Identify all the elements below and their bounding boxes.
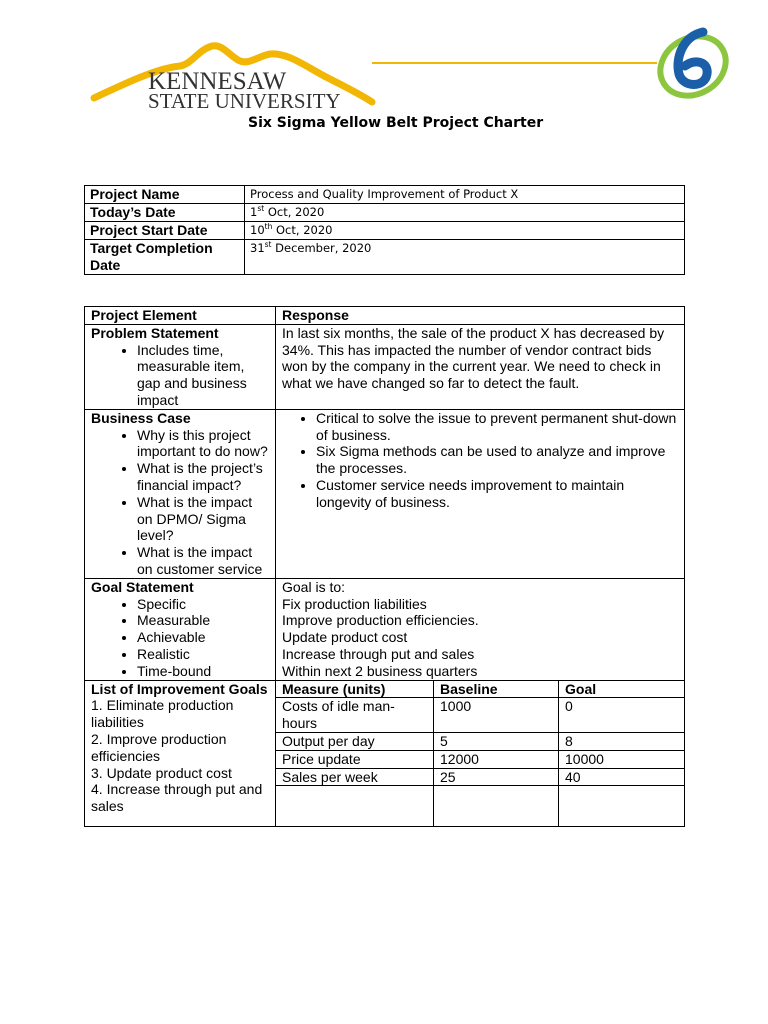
element-cell (85, 680, 276, 827)
list-item: • Time-bound (137, 663, 269, 680)
goal-cell: 40 (559, 768, 685, 786)
element-cell (85, 324, 276, 409)
project-info-table (84, 185, 685, 275)
column-header: Baseline (434, 680, 559, 698)
list-item: • Specific (137, 596, 269, 613)
list-item: • What is the project’s financial impact? (137, 460, 269, 494)
value-cell: 31st December, 2020 (245, 240, 685, 275)
empty-cell (559, 786, 685, 827)
goal-cell: 0 (559, 698, 685, 733)
baseline-cell: 5 (434, 732, 559, 750)
charter-table (84, 306, 685, 827)
list-item: 2. Improve production efficiencies (91, 730, 227, 764)
value-cell: 1st Oct, 2020 (245, 204, 685, 222)
improvement-header-row (85, 680, 685, 698)
response-cell: In last six months, the sale of the product X has decreased by 34%. This has impacted the number of vendor contract bids won by the company in the current year. We need to check in what we have changed so far to detect the fault. (276, 324, 685, 409)
measure-cell: Costs of idle man-hours (276, 698, 434, 733)
business-case-row (85, 409, 685, 578)
baseline-cell: 12000 (434, 750, 559, 768)
response-line: Improve production efficiencies. (282, 612, 479, 629)
list-item: • Critical to solve the issue to prevent permanent shut-down of business. (316, 410, 678, 444)
six-sigma-logo (653, 18, 733, 102)
header-cell: Response (276, 307, 685, 325)
label-cell: Project Start Date (85, 222, 245, 240)
svg-text:KENNESAW: KENNESAW (148, 68, 287, 95)
section-title: Problem Statement (91, 324, 219, 341)
list-item: • Achievable (137, 629, 269, 646)
response-line: Increase through put and sales (282, 645, 475, 662)
label-cell: Project Name (85, 186, 245, 204)
goal-statement-row (85, 578, 685, 680)
header-cell: Project Element (85, 307, 276, 325)
list-item: 4. Increase through put and sales (91, 781, 263, 815)
list-item: • Customer service needs improvement to maintain longevity of business. (316, 477, 678, 511)
section-title: Business Case (91, 409, 191, 426)
response-cell (276, 578, 685, 680)
list-item: 3. Update product cost (91, 764, 232, 781)
baseline-cell: 1000 (434, 698, 559, 733)
table-header-row (85, 307, 685, 325)
list-item: 1. Eliminate production liabilities (91, 697, 234, 731)
table-row (85, 222, 685, 240)
empty-cell (276, 786, 434, 827)
response-line: Update product cost (282, 629, 408, 646)
header-rule (372, 62, 657, 64)
measure-cell: Output per day (276, 732, 434, 750)
value-cell: 10th Oct, 2020 (245, 222, 685, 240)
empty-cell (434, 786, 559, 827)
section-title: Goal Statement (91, 578, 194, 595)
problem-statement-row (85, 324, 685, 409)
baseline-cell: 25 (434, 768, 559, 786)
table-row (85, 204, 685, 222)
response-cell (276, 409, 685, 578)
element-cell (85, 409, 276, 578)
table-row (85, 186, 685, 204)
measure-cell: Price update (276, 750, 434, 768)
response-line: Goal is to: (282, 578, 346, 595)
label-cell: Target Completion Date (85, 240, 245, 275)
measure-cell: Sales per week (276, 768, 434, 786)
goal-cell: 10000 (559, 750, 685, 768)
list-item: • What is the impact on DPMO/ Sigma level? (137, 494, 269, 544)
list-item: • What is the impact on customer service (137, 544, 269, 578)
document-title: Six Sigma Yellow Belt Project Charter (248, 115, 544, 131)
goal-cell: 8 (559, 732, 685, 750)
column-header: Measure (units) (276, 680, 434, 698)
list-item: • Includes time, measurable item, gap and business impact (137, 342, 269, 409)
table-row (85, 240, 685, 275)
section-title: List of Improvement Goals (91, 680, 268, 697)
list-item: • Why is this project important to do now? (137, 427, 269, 461)
list-item: • Six Sigma methods can be used to analyze and improve the processes. (316, 443, 678, 477)
kennesaw-state-logo (88, 42, 388, 116)
column-header: Goal (559, 680, 685, 698)
response-line: Fix production liabilities (282, 595, 427, 612)
list-item: • Realistic (137, 646, 269, 663)
value-cell: Process and Quality Improvement of Product X (245, 186, 685, 204)
svg-text:STATE UNIVERSITY: STATE UNIVERSITY (148, 89, 341, 113)
element-cell (85, 578, 276, 680)
response-line: Within next 2 business quarters (282, 662, 478, 679)
label-cell: Today’s Date (85, 204, 245, 222)
list-item: • Measurable (137, 612, 269, 629)
